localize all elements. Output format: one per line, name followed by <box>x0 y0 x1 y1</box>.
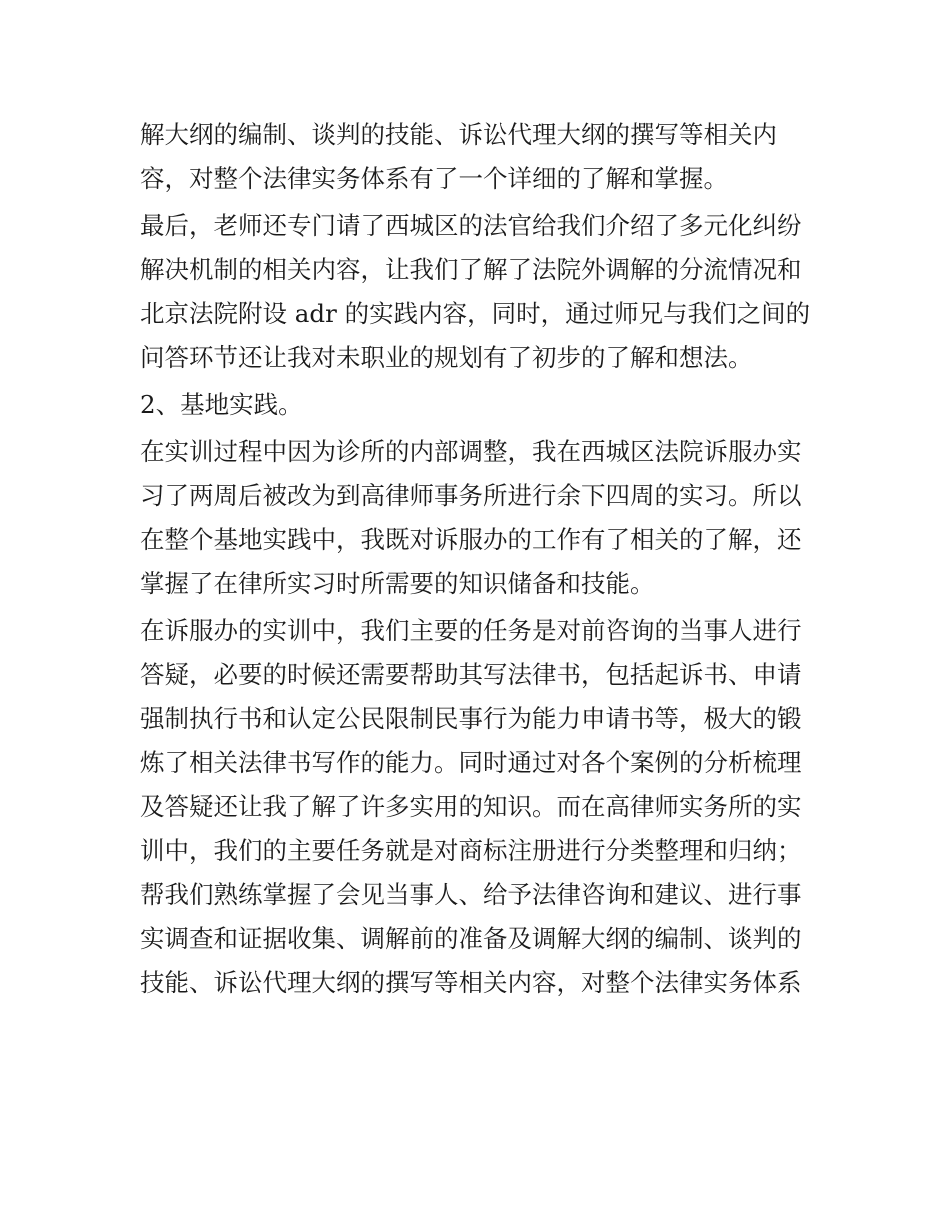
text-line: 掌握了在律所实习时所需要的知识储备和技能。 <box>140 569 655 598</box>
text-line: 训中，我们的主要任务就是对商标注册进行分类整理和归纳； <box>140 836 802 865</box>
text-line: 技能、诉讼代理大纲的撰写等相关内容，对整个法律实务体系 <box>140 968 802 997</box>
text-line: 答疑，必要的时候还需要帮助其写法律书，包括起诉书、申请 <box>140 660 802 689</box>
text-line: 帮我们熟练掌握了会见当事人、给予法律咨询和建议、进行事 <box>140 880 802 909</box>
text-line: 问答环节还让我对未职业的规划有了初步的了解和想法。 <box>140 343 753 372</box>
body-text <box>140 113 820 1005</box>
paragraph-start-line: 在诉服办的实训中，我们主要的任务是对前咨询的当事人进行 <box>140 616 802 645</box>
paragraph-start-line: 最后，老师还专门请了西城区的法官给我们介绍了多元化纠纷 <box>140 211 802 240</box>
text-line: 北京法院附设 adr 的实践内容，同时，通过师兄与我们之间的 <box>140 299 811 328</box>
text-line: 强制执行书和认定公民限制民事行为能力申请书等，极大的锻 <box>140 704 802 733</box>
paragraph-start-line: 在实训过程中因为诊所的内部调整，我在西城区法院诉服办实 <box>140 437 802 466</box>
text-line: 解决机制的相关内容，让我们了解了法院外调解的分流情况和 <box>140 255 802 284</box>
text-line: 在整个基地实践中，我既对诉服办的工作有了相关的了解，还 <box>140 525 802 554</box>
text-line: 解大纲的编制、谈判的技能、诉讼代理大纲的撰写等相关内 <box>140 120 777 149</box>
text-line: 容，对整个法律实务体系有了一个详细的了解和掌握。 <box>140 164 728 193</box>
text-line: 实调查和证据收集、调解前的准备及调解大纲的编制、谈判的 <box>140 924 802 953</box>
text-line: 及答疑还让我了解了许多实用的知识。而在高律师实务所的实 <box>140 792 802 821</box>
section-heading: 2、基地实践。 <box>140 390 303 419</box>
text-line: 习了两周后被改为到高律师事务所进行余下四周的实习。所以 <box>140 481 802 510</box>
text-line: 炼了相关法律书写作的能力。同时通过对各个案例的分析梳理 <box>140 748 802 777</box>
